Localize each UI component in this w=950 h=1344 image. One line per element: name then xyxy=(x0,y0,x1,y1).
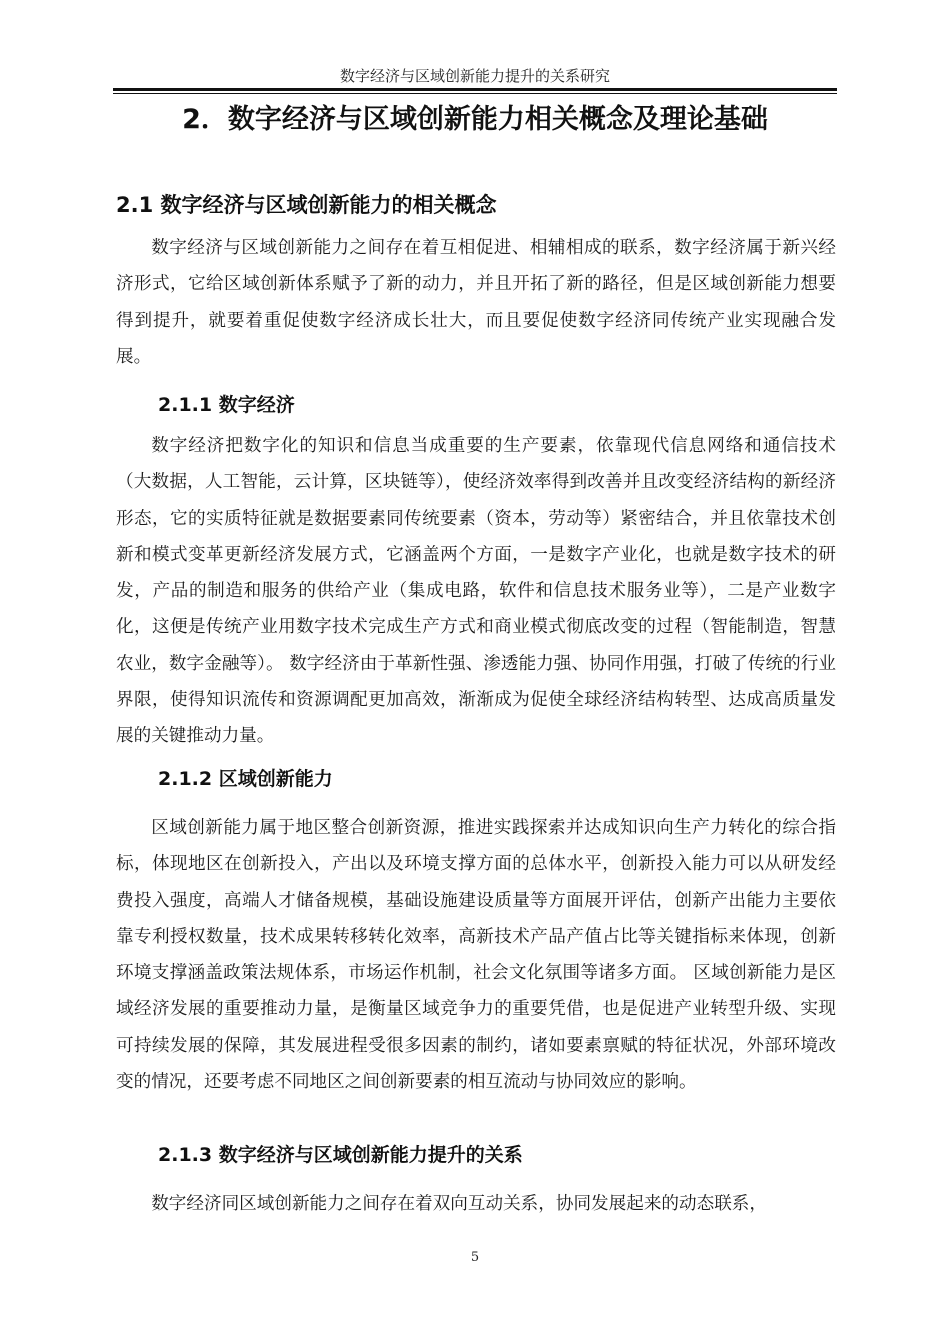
chapter-title: 2．数字经济与区域创新能力相关概念及理论基础 xyxy=(182,104,768,135)
running-header: 数字经济与区域创新能力提升的关系研究 xyxy=(339,67,610,85)
header-rule-thin xyxy=(113,93,837,94)
section-2-1-2-paragraph: 区域创新能力属于地区整合创新资源，推进实践探索并达成知识向生产力转化的综合指标，体现地区在创新投入，产出以及环境支撑方面的总体水平，创新投入能力可以从研发经费投入强度，高端人才储备规模，基础设施建设质量等方面展开评估，创新产出能力主要依靠专利授权数量，技术成果转移转化效率，高新技术产品产值占比等关键指标来体现，创新环境支撑涵盖政策法规体系，市场运作机制，社会文化氛围等诸多方面。 区域创新能力是区域经济发展的重要推动力量，是衡量区域竞争力的重要凭借，也是促进产业转型升级、实现可持续发展的保障，其发展进程受很多因素的制约，诸如要素禀赋的特征状况，外部环境改变的情况，还要考虑不同地区之间创新要素的相互流动与协同效应的影响。 xyxy=(116,818,836,1093)
section-2-1-paragraph: 数字经济与区域创新能力之间存在着互相促进、相辅相成的联系，数字经济属于新兴经济形式，它给区域创新体系赋予了新的动力，并且开拓了新的路径，但是区域创新能力想要得到提升，就要着重促使数字经济成长壮大，而且要促使数字经济同传统产业实现融合发展。 xyxy=(116,238,836,367)
page-number: 5 xyxy=(470,1250,480,1265)
section-2-1-1-paragraph: 数字经济把数字化的知识和信息当成重要的生产要素，依靠现代信息网络和通信技术（大数据，人工智能，云计算，区块链等），使经济效率得到改善并且改变经济结构的新经济形态，它的实质特征就是数据要素同传统要素（资本，劳动等）紧密结合，并且依靠技术创新和模式变革更新经济发展方式，它涵盖两个方面，一是数字产业化，也就是数字技术的研发，产品的制造和服务的供给产业（集成电路，软件和信息技术服务业等），二是产业数字化，这便是传统产业用数字技术完成生产方式和商业模式彻底改变的过程（智能制造，智慧农业，数字金融等）。 数字经济由于革新性强、渗透能力强、协同作用强，打破了传统的行业界限，使得知识流传和资源调配更加高效，渐渐成为促使全球经济结构转型、达成高质量发展的关键推动力量。 xyxy=(116,436,836,747)
section-2-1-heading: 2.1 数字经济与区域创新能力的相关概念 xyxy=(116,193,497,217)
section-2-1-2-heading: 2.1.2 区域创新能力 xyxy=(158,768,333,790)
header-rule-thick xyxy=(113,88,837,91)
section-2-1-1-heading: 2.1.1 数字经济 xyxy=(158,394,295,416)
section-2-1-3-heading: 2.1.3 数字经济与区域创新能力提升的关系 xyxy=(158,1144,523,1166)
section-2-1-3-paragraph: 数字经济同区域创新能力之间存在着双向互动关系，协同发展起来的动态联系， xyxy=(151,1194,767,1214)
